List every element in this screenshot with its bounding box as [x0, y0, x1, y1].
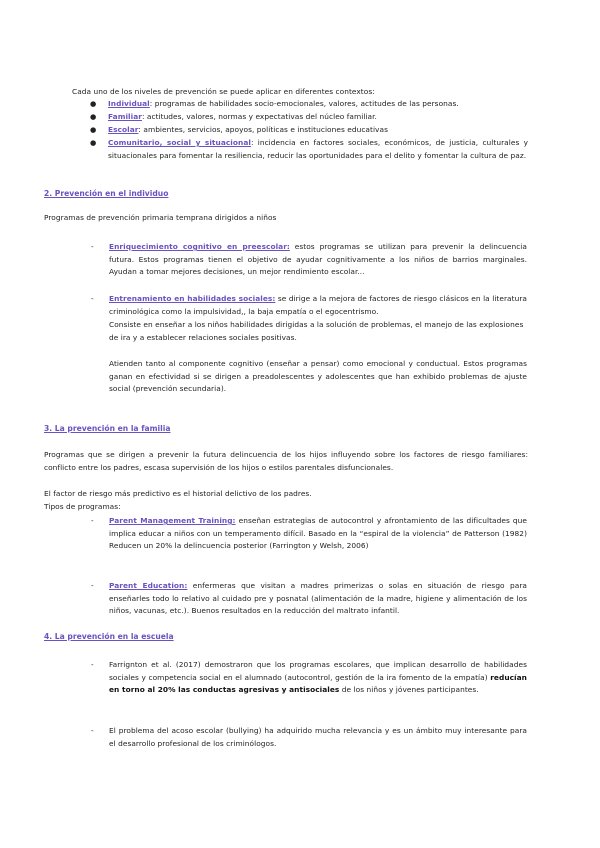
- term-individual[interactable]: Individual: [108, 99, 150, 108]
- dash-icon: -: [91, 726, 94, 735]
- bullet-icon: ●: [90, 112, 97, 121]
- term-comunitario[interactable]: Comunitario, social y situacional: [108, 138, 251, 147]
- section3-p1: Programas que se dirigen a prevenir la futura delincuencia de los hijos influyendo sobre los factores de riesgo familiares: conflicto entre los padres, escasa supervisión de los hijos o estilos parentales disfuncionales.: [44, 450, 528, 472]
- dash-icon: -: [91, 660, 94, 669]
- term-escolar[interactable]: Escolar: [108, 125, 139, 134]
- highlight-bold: reducían en torno al 20% las conductas agresivas y antisociales: [109, 672, 527, 695]
- item-entrenamiento-extra1: Consiste en enseñar a los niños habilidades dirigidas a la solución de problemas, el manejo de las explosiones de ira y a establecer relaciones sociales positivas.: [109, 320, 524, 342]
- section3-p3: Tipos de programas:: [44, 502, 121, 511]
- item-bullying: El problema del acoso escolar (bullying) ha adquirido mucha relevancia y es un ámbito muy interesante para el desarrollo profesional de los criminólogos.: [109, 726, 527, 748]
- heading-section-3[interactable]: 3. La prevención en la familia: [44, 424, 171, 433]
- bullet-icon: ●: [90, 99, 97, 108]
- bullet-familiar: Familiar: actitudes, valores, normas y expectativas del núcleo familiar.: [108, 112, 377, 121]
- term-familiar[interactable]: Familiar: [108, 112, 142, 121]
- item-enriquecimiento: Enriquecimiento cognitivo en preescolar: estos programas se utilizan para prevenir la delincuencia futura. Estos programas tienen el objetivo de ayudar cognitivamente a los niños de barrios marginales. Ayudan a tomar mejores decisiones, un mejor rendimiento escolar...: [109, 242, 527, 277]
- section2-lead: Programas de prevención primaria temprana dirigidos a niños: [44, 213, 277, 222]
- section3-p2: El factor de riesgo más predictivo es el historial delictivo de los padres.: [44, 489, 312, 498]
- bullet-comunitario: Comunitario, social y situacional: incidencia en factores sociales, económicos, de justicia, culturales y situacionales para fomentar la resiliencia, reducir las oportunidades para el delito y fomentar la cultura de paz.: [108, 138, 529, 160]
- dash-icon: -: [91, 516, 94, 525]
- term-parent-management[interactable]: Parent Management Training:: [109, 516, 236, 525]
- term-entrenamiento[interactable]: Entrenamiento en habilidades sociales:: [109, 294, 276, 303]
- item-entrenamiento-extra2: Atienden tanto al componente cognitivo (enseñar a pensar) como emocional y conductual. Estos programas ganan en efectividad si se dirigen a preadolescentes y adolescentes que han exhibido problemas de ajuste social (prevención secundaria).: [109, 359, 527, 394]
- item-entrenamiento: Entrenamiento en habilidades sociales: se dirige a la mejora de factores de riesgo clásicos en la literatura criminológica como la impulsividad,, la baja empatía o el egocentrismo.: [109, 294, 527, 316]
- bullet-icon: ●: [90, 125, 97, 134]
- bullet-escolar: Escolar: ambientes, servicios, apoyos, políticas e instituciones educativas: [108, 125, 388, 134]
- intro-text: Cada uno de los niveles de prevención se puede aplicar en diferentes contextos:: [72, 87, 375, 96]
- dash-icon: -: [91, 242, 94, 251]
- heading-section-4[interactable]: 4. La prevención en la escuela: [44, 632, 174, 641]
- dash-icon: -: [91, 581, 94, 590]
- item-parent-management: Parent Management Training: enseñan estrategias de autocontrol y afrontamiento de las dificultades que implica educar a niños con un temperamento difícil. Basado en la “espiral de la violencia” de Patterson (1982) Reducen un 20% la delincuencia posterior (Farrington y Welsh, 2006): [109, 516, 527, 551]
- item-parent-education: Parent Education: enfermeras que visitan a madres primerizas o solas en situación de riesgo para enseñarles todo lo relativo al cuidado pre y posnatal (alimentación de la madre, higiene y alimentación de los niños, vacunas, etc.). Buenos resultados en la reducción del maltrato infantil.: [109, 581, 527, 616]
- dash-icon: -: [91, 294, 94, 303]
- bullet-individual: Individual: programas de habilidades socio-emocionales, valores, actitudes de las personas.: [108, 99, 459, 108]
- term-enriquecimiento[interactable]: Enriquecimiento cognitivo en preescolar:: [109, 242, 290, 251]
- item-farrington: Farrignton et al. (2017) demostraron que los programas escolares, que implican desarrollo de habilidades sociales y competencia social en el alumnado (autocontrol, gestión de la ira fomento de la empatía) reducían en torno al 20% las conductas agresivas y antisociales de los niños y jóvenes participantes.: [109, 660, 527, 695]
- term-parent-education[interactable]: Parent Education:: [109, 581, 188, 590]
- heading-section-2[interactable]: 2. Prevención en el individuo: [44, 189, 169, 198]
- bullet-icon: ●: [90, 138, 97, 147]
